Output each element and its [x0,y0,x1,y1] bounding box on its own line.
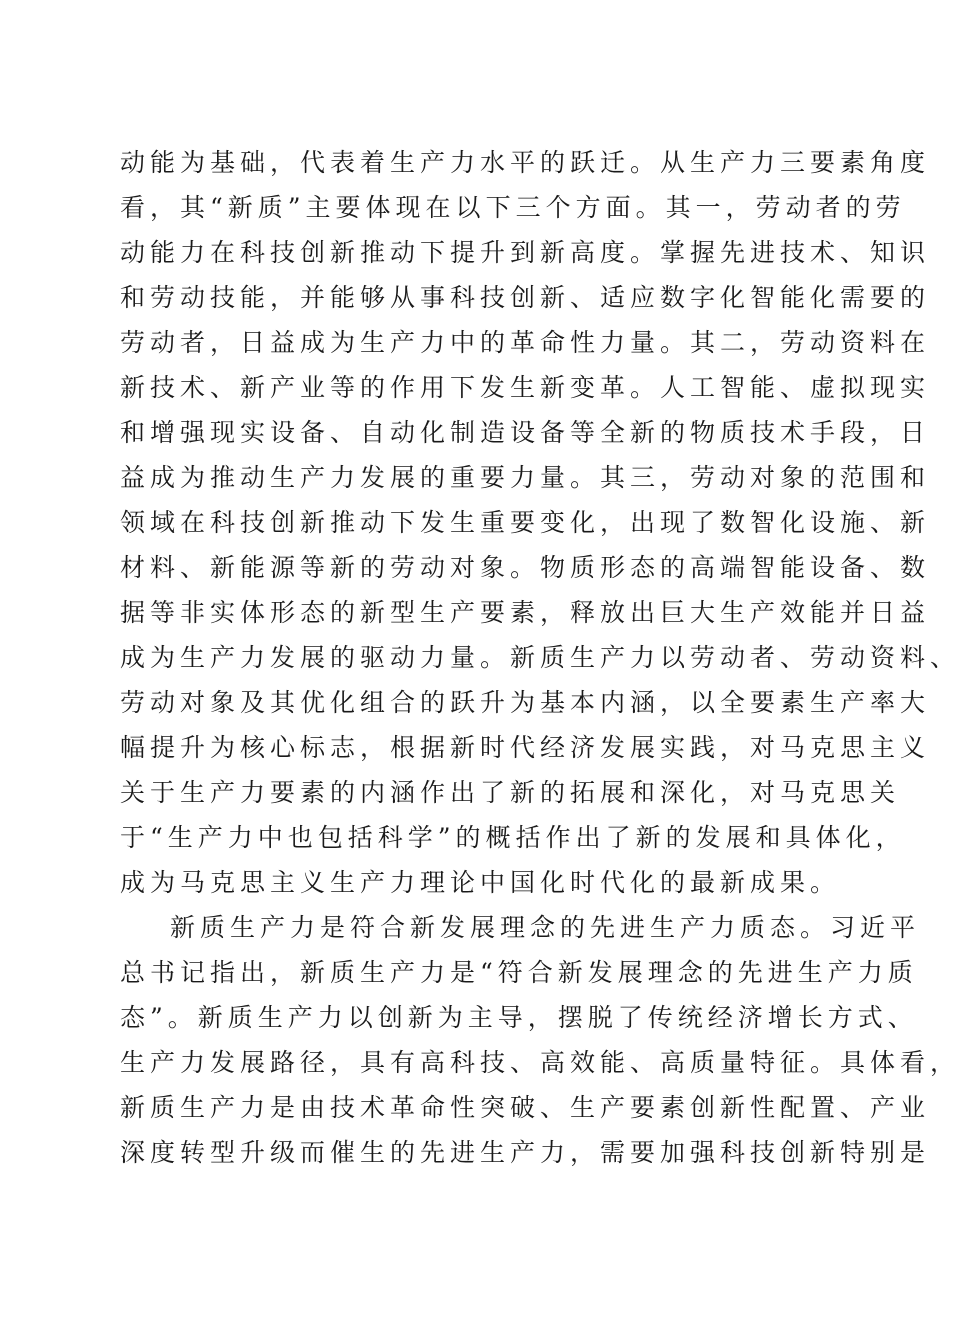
text-line: 领域在科技创新推动下发生重要变化，出现了数智化设施、新 [120,508,931,537]
text-line: 态”。新质生产力以创新为主导，摆脱了传统经济增长方式、 [120,1003,918,1032]
text-line: 益成为推动生产力发展的重要力量。其三，劳动对象的范围和 [120,463,931,492]
text-line: 据等非实体形态的新型生产要素，释放出巨大生产效能并日益 [120,598,931,627]
text-line: 新质生产力是符合新发展理念的先进生产力质态。习近平 [170,913,921,942]
text-line: 看，其“新质”主要体现在以下三个方面。其一，劳动者的劳 [120,193,906,222]
text-line: 成为生产力发展的驱动力量。新质生产力以劳动者、劳动资料、 [120,643,960,672]
text-line: 和增强现实设备、自动化制造设备等全新的物质技术手段，日 [120,418,931,447]
text-line: 动能力在科技创新推动下提升到新高度。掌握先进技术、知识 [120,238,931,267]
body-text [120,140,960,1175]
text-line: 劳动对象及其优化组合的跃升为基本内涵，以全要素生产率大 [120,688,931,717]
text-line: 成为马克思主义生产力理论中国化时代化的最新成果。 [120,868,841,897]
paragraph-1 [120,140,960,905]
text-line: 于“生产力中也包括科学”的概括作出了新的发展和具体化， [120,823,906,852]
text-line: 幅提升为核心标志，根据新时代经济发展实践，对马克思主义 [120,733,931,762]
text-line: 生产力发展路径，具有高科技、高效能、高质量特征。具体看， [120,1048,960,1077]
text-line: 新技术、新产业等的作用下发生新变革。人工智能、虚拟现实 [120,373,931,402]
text-line: 新质生产力是由技术革命性突破、生产要素创新性配置、产业 [120,1093,931,1122]
text-line: 劳动者，日益成为生产力中的革命性力量。其二，劳动资料在 [120,328,931,357]
text-line: 关于生产力要素的内涵作出了新的拓展和深化，对马克思关 [120,778,901,807]
text-line: 材料、新能源等新的劳动对象。物质形态的高端智能设备、数 [120,553,931,582]
text-line: 总书记指出，新质生产力是“符合新发展理念的先进生产力质 [120,958,918,987]
text-line: 动能为基础，代表着生产力水平的跃迁。从生产力三要素角度 [120,148,931,177]
paragraph-2 [120,905,960,1175]
text-line: 深度转型升级而催生的先进生产力，需要加强科技创新特别是 [120,1138,931,1167]
text-line: 和劳动技能，并能够从事科技创新、适应数字化智能化需要的 [120,283,931,312]
